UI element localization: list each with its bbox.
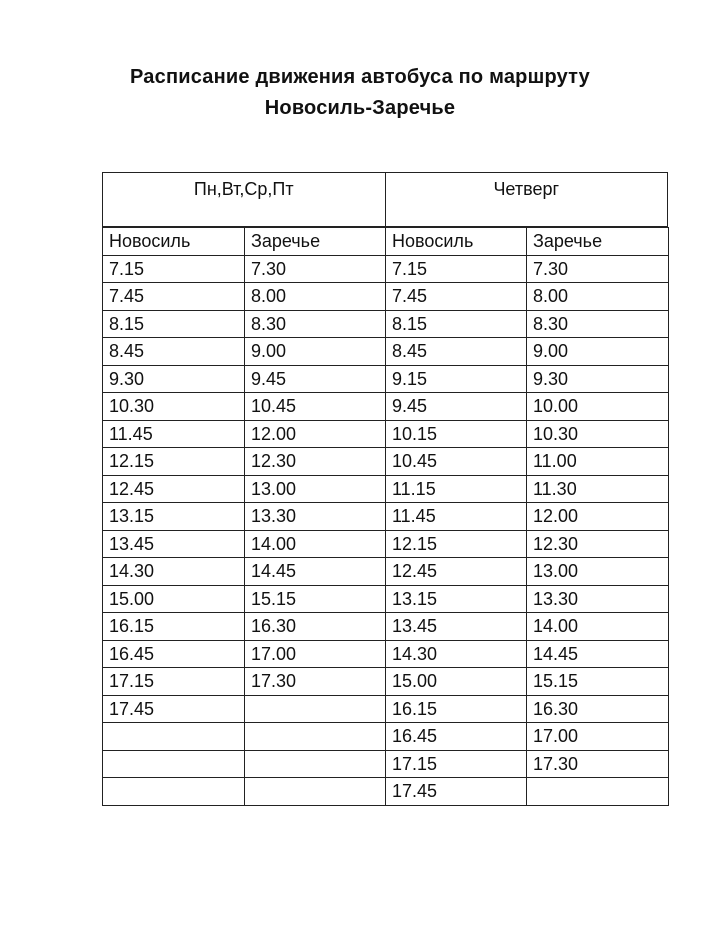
thursday-zarechye-time: 11.00 [527, 448, 669, 476]
weekdays-novosil-time: 15.00 [103, 585, 245, 613]
table-row [103, 503, 669, 531]
weekdays-novosil-time: 11.45 [103, 420, 245, 448]
thursday-zarechye-time: 13.00 [527, 558, 669, 586]
weekdays-novosil-time: 7.45 [103, 283, 245, 311]
table-row [103, 255, 669, 283]
thursday-novosil-time: 12.15 [386, 530, 527, 558]
table-row [103, 750, 669, 778]
weekdays-zarechye-time: 9.00 [245, 338, 386, 366]
table-row [103, 558, 669, 586]
weekdays-novosil-time [103, 750, 245, 778]
weekdays-zarechye-time [245, 695, 386, 723]
thursday-novosil-time: 10.45 [386, 448, 527, 476]
schedule-table [102, 227, 669, 806]
document-title-line1: Расписание движения автобуса по маршруту [130, 66, 590, 88]
table-row [103, 475, 669, 503]
column-header-thursday-from: Новосиль [386, 228, 527, 256]
column-header-weekdays-to: Заречье [245, 228, 386, 256]
thursday-novosil-time: 16.45 [386, 723, 527, 751]
weekdays-zarechye-time: 12.30 [245, 448, 386, 476]
thursday-novosil-time: 8.45 [386, 338, 527, 366]
thursday-novosil-time: 14.30 [386, 640, 527, 668]
thursday-zarechye-time [527, 778, 669, 806]
weekdays-zarechye-time: 7.30 [245, 255, 386, 283]
weekdays-novosil-time: 17.15 [103, 668, 245, 696]
thursday-zarechye-time: 10.30 [527, 420, 669, 448]
document-title-route: Новосиль-Заречье [264, 97, 456, 119]
weekdays-zarechye-time: 17.00 [245, 640, 386, 668]
weekdays-novosil-time: 10.30 [103, 393, 245, 421]
weekdays-zarechye-time [245, 750, 386, 778]
thursday-zarechye-time: 12.30 [527, 530, 669, 558]
weekdays-zarechye-time: 17.30 [245, 668, 386, 696]
weekdays-novosil-time: 12.45 [103, 475, 245, 503]
thursday-novosil-time: 13.45 [386, 613, 527, 641]
weekdays-zarechye-time: 14.00 [245, 530, 386, 558]
weekdays-novosil-time: 16.45 [103, 640, 245, 668]
table-row [103, 695, 669, 723]
weekdays-zarechye-time: 9.45 [245, 365, 386, 393]
thursday-novosil-time: 9.45 [386, 393, 527, 421]
weekdays-zarechye-time: 15.15 [245, 585, 386, 613]
table-row [103, 310, 669, 338]
column-header-weekdays-from: Новосиль [103, 228, 245, 256]
weekdays-zarechye-time [245, 723, 386, 751]
thursday-zarechye-time: 13.30 [527, 585, 669, 613]
weekdays-novosil-time [103, 723, 245, 751]
table-row [103, 530, 669, 558]
weekdays-zarechye-time: 14.45 [245, 558, 386, 586]
weekdays-novosil-time: 8.15 [103, 310, 245, 338]
weekdays-novosil-time: 16.15 [103, 613, 245, 641]
table-row [103, 613, 669, 641]
schedule-body [103, 228, 669, 806]
thursday-zarechye-time: 8.30 [527, 310, 669, 338]
table-row [103, 338, 669, 366]
weekdays-novosil-time: 13.15 [103, 503, 245, 531]
thursday-novosil-time: 9.15 [386, 365, 527, 393]
weekdays-zarechye-time: 12.00 [245, 420, 386, 448]
schedule-group-header [102, 172, 668, 227]
weekdays-novosil-time [103, 778, 245, 806]
thursday-zarechye-time: 17.30 [527, 750, 669, 778]
table-row [103, 640, 669, 668]
weekdays-novosil-time: 9.30 [103, 365, 245, 393]
thursday-novosil-time: 12.45 [386, 558, 527, 586]
thursday-zarechye-time: 14.00 [527, 613, 669, 641]
weekdays-zarechye-time: 8.30 [245, 310, 386, 338]
thursday-novosil-time: 13.15 [386, 585, 527, 613]
thursday-novosil-time: 11.45 [386, 503, 527, 531]
table-row [103, 778, 669, 806]
weekdays-novosil-time: 7.15 [103, 255, 245, 283]
group-weekdays-label: Пн,Вт,Ср,Пт [103, 173, 386, 226]
thursday-novosil-time: 16.15 [386, 695, 527, 723]
table-row [103, 723, 669, 751]
thursday-novosil-time: 10.15 [386, 420, 527, 448]
thursday-zarechye-time: 8.00 [527, 283, 669, 311]
thursday-zarechye-time: 9.00 [527, 338, 669, 366]
table-row [103, 420, 669, 448]
thursday-novosil-time: 7.15 [386, 255, 527, 283]
column-header-thursday-to: Заречье [527, 228, 669, 256]
weekdays-zarechye-time: 10.45 [245, 393, 386, 421]
weekdays-novosil-time: 17.45 [103, 695, 245, 723]
weekdays-zarechye-time: 13.00 [245, 475, 386, 503]
thursday-zarechye-time: 17.00 [527, 723, 669, 751]
weekdays-zarechye-time: 13.30 [245, 503, 386, 531]
table-row [103, 393, 669, 421]
table-row [103, 365, 669, 393]
group-thursday-label: Четверг [493, 179, 560, 199]
table-row [103, 448, 669, 476]
table-row [103, 585, 669, 613]
table-row [103, 668, 669, 696]
thursday-novosil-time: 7.45 [386, 283, 527, 311]
thursday-zarechye-time: 11.30 [527, 475, 669, 503]
thursday-zarechye-time: 14.45 [527, 640, 669, 668]
weekdays-zarechye-time [245, 778, 386, 806]
weekdays-novosil-time: 14.30 [103, 558, 245, 586]
thursday-zarechye-time: 15.15 [527, 668, 669, 696]
thursday-novosil-time: 8.15 [386, 310, 527, 338]
thursday-novosil-time: 17.15 [386, 750, 527, 778]
thursday-zarechye-time: 10.00 [527, 393, 669, 421]
weekdays-novosil-time: 8.45 [103, 338, 245, 366]
thursday-novosil-time: 15.00 [386, 668, 527, 696]
table-row [103, 283, 669, 311]
thursday-zarechye-time: 16.30 [527, 695, 669, 723]
thursday-zarechye-time: 9.30 [527, 365, 669, 393]
thursday-zarechye-time: 7.30 [527, 255, 669, 283]
weekdays-zarechye-time: 8.00 [245, 283, 386, 311]
thursday-novosil-time: 17.45 [386, 778, 527, 806]
weekdays-novosil-time: 12.15 [103, 448, 245, 476]
thursday-novosil-time: 11.15 [386, 475, 527, 503]
column-header-row [103, 228, 669, 256]
weekdays-novosil-time: 13.45 [103, 530, 245, 558]
thursday-zarechye-time: 12.00 [527, 503, 669, 531]
weekdays-zarechye-time: 16.30 [245, 613, 386, 641]
